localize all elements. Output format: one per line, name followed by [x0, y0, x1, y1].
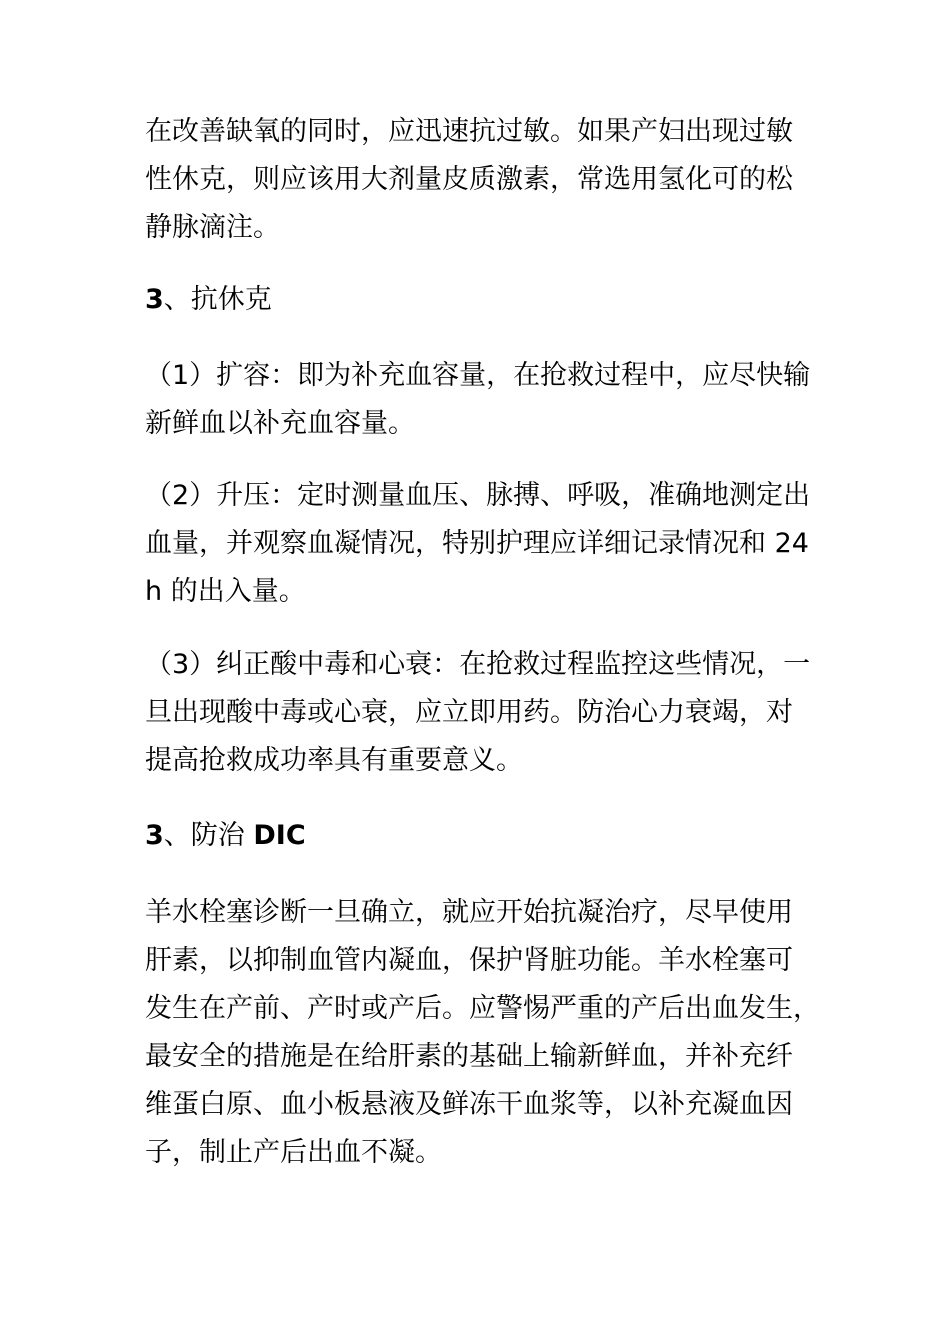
paragraph-anaphylaxis — [145, 108, 810, 252]
paragraph-line: 提高抢救成功率具有重要意义。 — [145, 745, 523, 776]
paragraph-volume-expansion — [145, 352, 810, 448]
paragraph-line: h 的出入量。 — [145, 576, 306, 607]
section-heading-anti-shock — [145, 276, 810, 324]
paragraph-anticoagulation — [145, 889, 820, 1177]
paragraph-line: 子，制止产后出血不凝。 — [145, 1137, 442, 1168]
paragraph-line: 最安全的措施是在给肝素的基础上输新鲜血，并补充纤 — [145, 1041, 793, 1072]
heading-number: 3 — [145, 820, 164, 851]
paragraph-line: （1）扩容：即为补充血容量，在抢救过程中，应尽快输 — [145, 360, 811, 391]
paragraph-blood-pressure — [145, 472, 810, 616]
heading-number: 3 — [145, 284, 164, 315]
paragraph-line: 肝素，以抑制血管内凝血，保护肾脏功能。羊水栓塞可 — [145, 945, 793, 976]
heading-text: 、抗休克 — [163, 284, 272, 315]
paragraph-line: 维蛋白原、血小板悬液及鲜冻干血浆等，以补充凝血因 — [145, 1089, 793, 1120]
heading-text: 、防治 — [163, 820, 254, 851]
paragraph-line: 性休克，则应该用大剂量皮质激素，常选用氢化可的松 — [145, 164, 793, 195]
paragraph-line: 新鲜血以补充血容量。 — [145, 408, 415, 439]
paragraph-line: 发生在产前、产时或产后。应警惕严重的产后出血发生， — [145, 993, 820, 1024]
paragraph-line: （2）升压：定时测量血压、脉搏、呼吸，准确地测定出 — [145, 480, 811, 511]
paragraph-line: 静脉滴注。 — [145, 212, 280, 243]
paragraph-line: 在改善缺氧的同时，应迅速抗过敏。如果产妇出现过敏 — [145, 116, 793, 147]
paragraph-line: 羊水栓塞诊断一旦确立，就应开始抗凝治疗，尽早使用 — [145, 897, 793, 928]
heading-suffix: DIC — [253, 820, 306, 851]
paragraph-line: （3）纠正酸中毒和心衰：在抢救过程监控这些情况，一 — [145, 649, 811, 680]
paragraph-acidosis-heart-failure — [145, 641, 810, 785]
paragraph-line: 旦出现酸中毒或心衰，应立即用药。防治心力衰竭，对 — [145, 697, 793, 728]
section-heading-dic — [145, 812, 810, 860]
paragraph-line: 血量，并观察血凝情况，特别护理应详细记录情况和 24 — [145, 528, 809, 559]
